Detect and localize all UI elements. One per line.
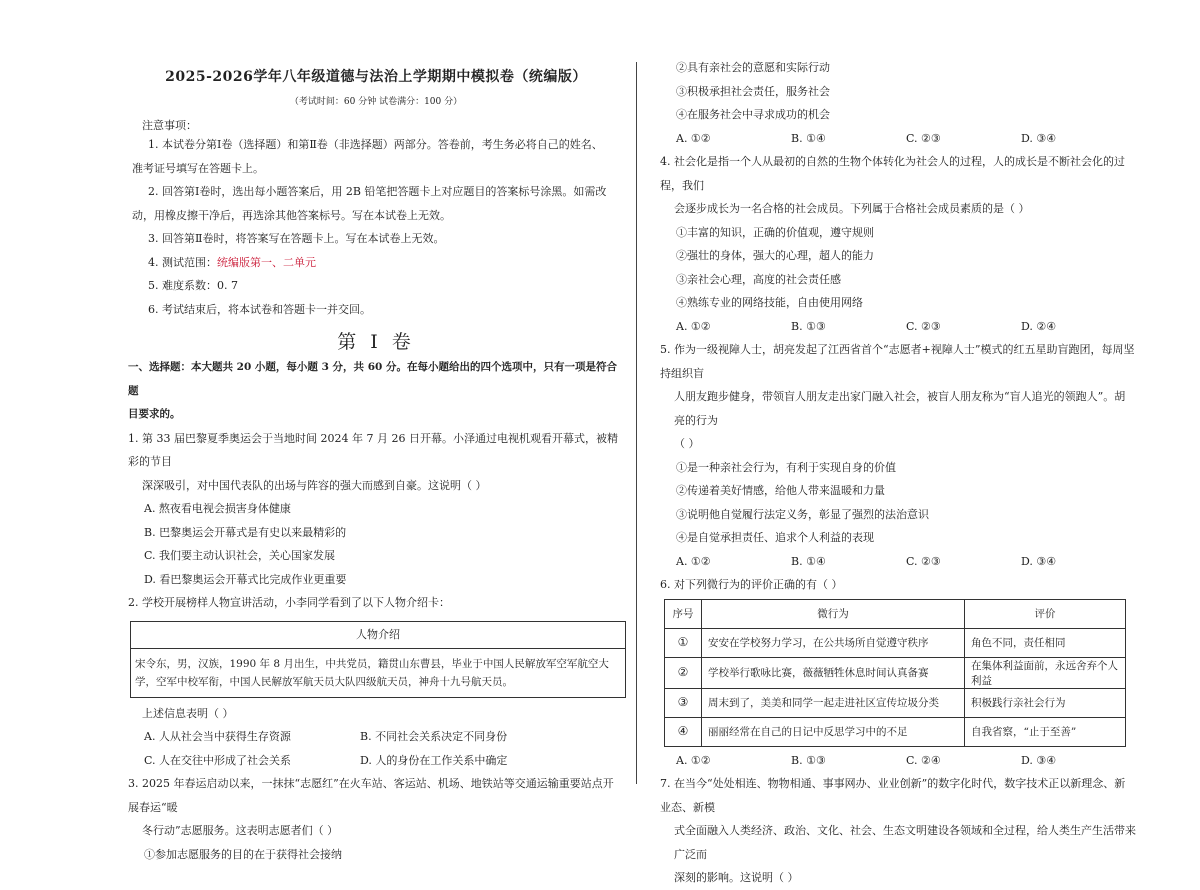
q4-option-c: C. ②③	[906, 319, 941, 333]
q1-option-c: C. 我们要主动认识社会，关心国家发展	[144, 549, 336, 562]
left-column	[128, 58, 624, 866]
q1-stem: 深深吸引，对中国代表队的出场与阵容的强大而感到自豪。这说明（ ）	[142, 478, 487, 492]
notice-item: 1. 本试卷分第Ⅰ卷（选择题）和第Ⅱ卷（非选择题）两部分。答卷前，考生务必将自己的姓名、	[148, 138, 603, 151]
q2-stem: 2. 学校开展榜样人物宣讲活动，小李同学看到了以下人物介绍卡：	[128, 596, 450, 609]
row-number	[665, 657, 702, 688]
q5-stem: 5. 作为一级视障人士，胡亮发起了江西省首个“志愿者+视障人士”模式的红五星助盲跑团，每周坚持组织盲	[660, 343, 1135, 380]
q3-item: ③积极承担社会责任，服务社会	[676, 84, 830, 98]
q2-option-a: A. 人从社会当中获得生存资源	[144, 730, 291, 743]
circled-number: ②	[677, 665, 689, 679]
q3-option-a: A. ①②	[676, 131, 711, 145]
header-cell: 评价	[965, 599, 1126, 628]
q1-stem: 1. 第 33 届巴黎夏季奥运会于当地时间 2024 年 7 月 26 日开幕。小泽通过电视机观看开幕式，被精彩的节目	[128, 431, 618, 468]
row-behavior: 学校举行歌咏比赛，薇薇牺牲休息时间认真备赛	[702, 657, 965, 688]
exam-title: 2025-2026学年八年级道德与法治上学期期中模拟卷（统编版）	[165, 69, 587, 85]
row-number	[665, 688, 702, 717]
notice-item: 动，用橡皮擦干净后，再选涂其他答案标号。写在本试卷上无效。	[132, 208, 451, 222]
person-intro-text	[131, 649, 625, 697]
q5-item: ①是一种亲社会行为，有利于实现自身的价值	[676, 460, 896, 474]
section-instruction: 目要求的。	[128, 408, 181, 420]
q5-item: ②传递着美好情感，给他人带来温暖和力量	[676, 484, 885, 497]
q6-options-row	[660, 749, 1136, 773]
q5-option-d: D. ③④	[1021, 554, 1057, 568]
row-evaluation: 积极践行亲社会行为	[965, 688, 1126, 717]
scope-label: 4. 测试范围：	[148, 255, 217, 269]
table-row	[665, 657, 1126, 688]
person-intro-line: 学，空军中校军衔，中国人民解放军航天员大队四级航天员，神舟十九号航天员。	[135, 675, 513, 688]
table-row	[665, 628, 1126, 657]
q2-options-row	[128, 749, 624, 773]
q4-item: ②强壮的身体，强大的心理，超人的能力	[676, 249, 874, 262]
notice-scope	[128, 251, 624, 275]
q5-option-c: C. ②③	[906, 554, 941, 568]
q1-option-a: A. 熬夜看电视会损害身体健康	[144, 502, 291, 515]
q5-options-row	[660, 550, 1136, 574]
q3-item: ①参加志愿服务的目的在于获得社会接纳	[144, 847, 342, 861]
row-behavior: 安安在学校努力学习，在公共场所自觉遵守秩序	[702, 628, 965, 657]
column-divider	[636, 62, 637, 784]
q4-stem: 会逐步成长为一名合格的社会成员。下列属于合格社会成员素质的是（ ）	[674, 202, 1030, 215]
row-evaluation: 在集体利益面前，永远舍弃个人利益	[965, 657, 1126, 688]
right-column	[660, 58, 1136, 890]
notice-item: 2. 回答第Ⅰ卷时，选出每小题答案后，用 2B 铅笔把答题卡上对应题目的答案标号涂黑。如需改	[148, 185, 607, 198]
section-title: 第 I 卷	[337, 331, 415, 353]
scope-value: 统编版第一、二单元	[217, 255, 316, 269]
q4-options-row	[660, 315, 1136, 339]
q2-follow: 上述信息表明（ ）	[142, 706, 234, 720]
header-cell: 微行为	[702, 599, 965, 628]
q6-stem: 6. 对下列微行为的评价正确的有（ ）	[660, 578, 843, 591]
notice-item: 准考证号填写在答题卡上。	[132, 161, 264, 175]
q6-option-a: A. ①②	[676, 753, 711, 767]
circled-number: ③	[677, 695, 689, 709]
row-number	[665, 628, 702, 657]
header-cell: 序号	[665, 599, 702, 628]
q6-table	[664, 599, 1126, 747]
row-behavior: 周末到了，美美和同学一起走进社区宣传垃圾分类	[702, 688, 965, 717]
person-intro-title: 人物介绍	[131, 622, 625, 649]
q4-item: ③亲社会心理，高度的社会责任感	[676, 272, 841, 286]
notice-item: 3. 回答第Ⅱ卷时，将答案写在答题卡上。写在本试卷上无效。	[148, 232, 445, 245]
q1-option-b: B. 巴黎奥运会开幕式是有史以来最精彩的	[144, 525, 347, 539]
q4-option-b: B. ①③	[791, 319, 826, 333]
table-row	[665, 688, 1126, 717]
q4-option-a: A. ①②	[676, 319, 711, 333]
q2-option-d: D. 人的身份在工作关系中确定	[360, 753, 508, 767]
q6-table-header	[665, 599, 1126, 628]
q3-option-b: B. ①④	[791, 131, 826, 145]
person-intro-line: 宋令东，男，汉族，1990 年 8 月出生，中共党员，籍贯山东曹县，毕业于中国人民解放军空军航空大	[135, 657, 609, 670]
q4-stem: 4. 社会化是指一个人从最初的自然的生物个体转化为社会人的过程，人的成长是不断社会化的过程，我们	[660, 155, 1125, 192]
q4-option-d: D. ②④	[1021, 319, 1057, 333]
q3-stem: 冬行动”志愿服务。这表明志愿者们（ ）	[142, 824, 339, 837]
notice-heading: 注意事项：	[142, 119, 197, 132]
person-intro-card	[130, 621, 626, 698]
table-row	[665, 717, 1126, 746]
q5-option-b: B. ①④	[791, 554, 826, 568]
section-instruction: 一、选择题：本大题共 20 小题，每小题 3 分，共 60 分。在每小题给出的四个选项中，只有一项是符合题	[128, 361, 617, 397]
q3-item: ④在服务社会中寻求成功的机会	[676, 108, 830, 121]
q7-stem: 7. 在当今“处处相连、物物相通、事事网办、业业创新”的数字化时代，数字技术正以新理念、新业态、新模	[660, 777, 1126, 814]
q2-option-b: B. 不同社会关系决定不同身份	[360, 730, 508, 743]
row-evaluation: 自我省察，“止于至善”	[965, 717, 1126, 746]
q5-stem: （ ）	[674, 437, 700, 450]
q5-item: ③说明他自觉履行法定义务，彰显了强烈的法治意识	[676, 507, 929, 521]
circled-number: ④	[677, 724, 689, 738]
q3-stem: 3. 2025 年春运启动以来，一抹抹“志愿红”在火车站、客运站、机场、地铁站等交通运输重要站点开展春运“暖	[128, 777, 614, 814]
q3-option-d: D. ③④	[1021, 131, 1057, 145]
exam-subtitle: （考试时间：60 分钟 试卷满分：100 分）	[289, 97, 463, 107]
q3-options-row	[660, 127, 1136, 151]
q6-option-d: D. ③④	[1021, 753, 1057, 767]
q6-option-b: B. ①③	[791, 753, 826, 767]
row-behavior: 丽丽经常在自己的日记中反思学习中的不足	[702, 717, 965, 746]
q2-options-row	[128, 725, 624, 749]
notice-difficulty: 5. 难度系数：0. 7	[148, 279, 238, 292]
row-number	[665, 717, 702, 746]
q5-item: ④是自觉承担责任、追求个人利益的表现	[676, 531, 874, 544]
row-evaluation: 角色不同，责任相同	[965, 628, 1126, 657]
q5-stem: 人朋友跑步健身，带领盲人朋友走出家门融入社会，被盲人朋友称为“盲人追光的领跑人”。胡亮的行为	[674, 390, 1126, 427]
q5-option-a: A. ①②	[676, 554, 711, 568]
q7-stem: 式全面融入人类经济、政治、文化、社会、生态文明建设各领域和全过程，给人类生产生活带来广泛而	[674, 824, 1136, 861]
notice-end: 6. 考试结束后，将本试卷和答题卡一并交回。	[148, 302, 371, 316]
q7-stem: 深刻的影响。这说明（ ）	[674, 871, 799, 884]
q4-item: ①丰富的知识，正确的价值观，遵守规则	[676, 225, 874, 239]
q3-option-c: C. ②③	[906, 131, 941, 145]
q4-item: ④熟练专业的网络技能，自由使用网络	[676, 296, 863, 309]
q1-option-d: D. 看巴黎奥运会开幕式比完成作业更重要	[144, 572, 347, 586]
circled-number: ①	[677, 635, 689, 649]
q3-item: ②具有亲社会的意愿和实际行动	[676, 61, 830, 74]
q6-option-c: C. ②④	[906, 753, 941, 767]
q2-option-c: C. 人在交往中形成了社会关系	[144, 753, 292, 767]
